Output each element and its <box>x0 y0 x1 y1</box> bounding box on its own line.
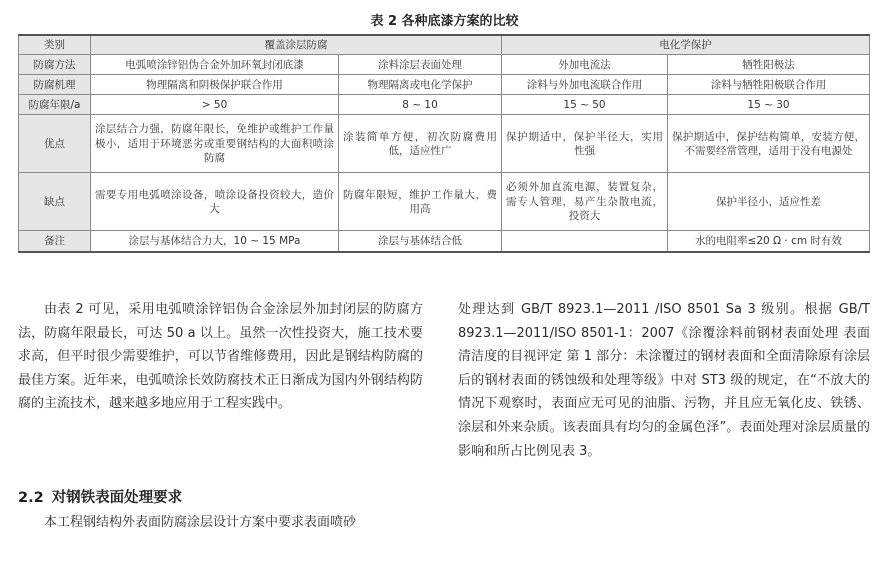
table-cell: > 50 <box>91 95 339 115</box>
table-row <box>19 75 870 95</box>
row-label: 缺点 <box>19 173 91 231</box>
header-category: 类别 <box>19 35 91 55</box>
table-cell: 涂层与基体结合力大，10 ~ 15 MPa <box>91 231 339 252</box>
table-cell: 涂装简单方便，初次防腐费用低，适应性广 <box>339 115 502 173</box>
table-cell: 涂料与牺牲阳极联合作用 <box>668 75 870 95</box>
section-number: 2.2 <box>18 490 44 506</box>
table-cell: 物理隔离或电化学保护 <box>339 75 502 95</box>
header-cover-coating: 覆盖涂层防腐 <box>91 35 502 55</box>
table-row <box>19 55 870 75</box>
table-row <box>19 231 870 252</box>
table-cell: 防腐年限短，维护工作量大，费用高 <box>339 173 502 231</box>
section-paragraph: 本工程钢结构外表面防腐涂层设计方案中要求表面喷砂 <box>44 515 357 530</box>
table-row <box>19 95 870 115</box>
table-cell: 15 ~ 30 <box>668 95 870 115</box>
table-cell: 涂料与外加电流联合作用 <box>502 75 668 95</box>
left-column <box>18 298 423 416</box>
table-cell: 需要专用电弧喷涂设备，喷涂设备投资较大，造价大 <box>91 173 339 231</box>
row-label: 防腐方法 <box>19 55 91 75</box>
comparison-table <box>18 34 870 253</box>
table-caption: 表 2 各种底漆方案的比较 <box>370 14 519 29</box>
table-cell: 水的电阻率≤20 Ω · cm 时有效 <box>668 231 870 252</box>
section-title: 对钢铁表面处理要求 <box>51 490 183 506</box>
table-cell: 15 ~ 50 <box>502 95 668 115</box>
table-header-row <box>19 35 870 55</box>
row-label: 备注 <box>19 231 91 252</box>
table-row <box>19 115 870 173</box>
header-electrochemical: 电化学保护 <box>502 35 870 55</box>
table-cell: 保护期适中，保护结构简单，安装方便，不需要经常管理，适用于没有电源处 <box>668 115 870 173</box>
table-row <box>19 173 870 231</box>
row-label: 优点 <box>19 115 91 173</box>
body-paragraph: 由表 2 可见，采用电弧喷涂锌铝伪合金涂层外加封闭层的防腐方法，防腐年限最长，可达 50 a 以上。虽然一次性投资大，施工技术要求高，但平时很少需要维护，可以节省维修费用，因此是钢结构防腐的最佳方案。近年来，电弧喷涂长效防腐技术正日渐成为国内外钢结构防腐的主流技术，越来越多地应用于工程实践中。 <box>18 302 423 412</box>
table-cell: 物理隔离和阴极保护联合作用 <box>91 75 339 95</box>
table-cell: 涂层与基体结合低 <box>339 231 502 252</box>
table-cell: 必须外加直流电源，装置复杂，需专人管理，易产生杂散电流，投资大 <box>502 173 668 231</box>
table-cell: 涂层结合力强，防腐年限长，免维护或维护工作量极小，适用于环境恶劣或重要钢结构的大面积喷涂防腐 <box>91 115 339 173</box>
row-label: 防腐机理 <box>19 75 91 95</box>
table-cell: 外加电流法 <box>502 55 668 75</box>
table-cell: 涂料涂层表面处理 <box>339 55 502 75</box>
row-label: 防腐年限/a <box>19 95 91 115</box>
table-cell: 8 ~ 10 <box>339 95 502 115</box>
section-heading <box>18 486 182 507</box>
right-column <box>458 298 870 463</box>
table-cell: 保护期适中，保护半径大，实用性强 <box>502 115 668 173</box>
body-paragraph: 处理达到 GB/T 8923.1—2011 /ISO 8501 Sa 3 级别。根据 GB/T 8923.1—2011/ISO 8501-1：2007《涂覆涂料前钢材表面处理 表面清洁度的目视评定 第 1 部分：未涂覆过的钢材表面和全面清除原有涂层后的钢材表面的锈蚀级和处理等级》中对 ST3 级的规定，在“不放大的情况下观察时，表面应无可见的油脂、污物，并且应无氧化皮、铁锈、涂层和外来杂质。该表面具有均匀的金属色泽”。表面处理对涂层质量的影响和所占比例见表 3。 <box>458 302 870 459</box>
table-cell: 保护半径小，适应性差 <box>668 173 870 231</box>
table-cell: 牺牲阳极法 <box>668 55 870 75</box>
table-cell <box>502 231 668 252</box>
table-cell: 电弧喷涂锌铝伪合金外加环氧封闭底漆 <box>91 55 339 75</box>
